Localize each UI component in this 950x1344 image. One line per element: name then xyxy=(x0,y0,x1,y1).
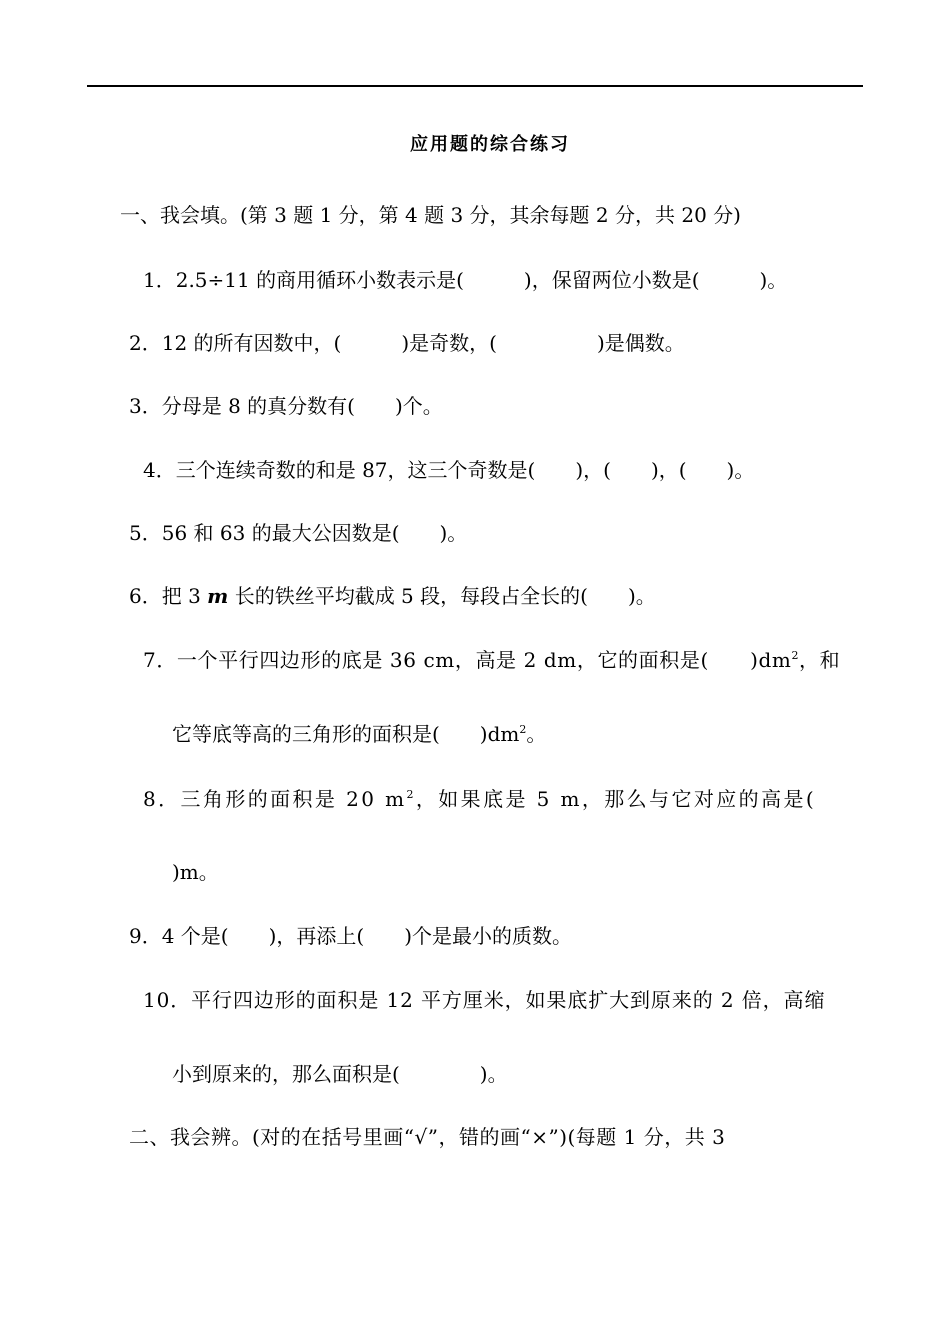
question-5: 5．56 和 63 的最大公因数是( )。 xyxy=(129,521,468,545)
question-10-line1: 10．平行四边形的面积是 12 平方厘米，如果底扩大到原来的 2 倍，高缩 xyxy=(143,988,826,1012)
question-8-superscript: 2 xyxy=(406,788,416,801)
question-8-line1 xyxy=(143,785,816,813)
question-7-text-d: 。 xyxy=(526,722,547,746)
question-6-text-b: 长的铁丝平均截成 5 段，每段占全长的( )。 xyxy=(228,584,656,608)
page-title: 应用题的综合练习 xyxy=(410,134,570,155)
question-6-text-a: 6．把 3 xyxy=(129,584,208,608)
question-7-superscript-1: 2 xyxy=(791,649,800,662)
question-7-line2 xyxy=(172,720,546,748)
question-9: 9．4 个是( )，再添上( )个是最小的质数。 xyxy=(129,924,573,948)
question-7-text-a: 7．一个平行四边形的底是 36 cm，高是 2 dm，它的面积是( )dm xyxy=(143,648,792,672)
top-rule xyxy=(87,85,863,87)
question-10-line2: 小到原来的，那么面积是( )。 xyxy=(172,1062,508,1086)
question-3: 3．分母是 8 的真分数有( )个。 xyxy=(129,394,443,418)
question-6-unit: m xyxy=(207,584,229,608)
section1-heading: 一、我会填。(第 3 题 1 分，第 4 题 3 分，其余每题 2 分，共 20 分) xyxy=(120,203,741,227)
question-8-text-b: ，如果底是 5 m，那么与它对应的高是( xyxy=(415,787,817,811)
question-8-line2: )m。 xyxy=(172,860,219,884)
question-1: 1．2.5÷11 的商用循环小数表示是( )，保留两位小数是( )。 xyxy=(143,268,788,292)
question-2: 2．12 的所有因数中，( )是奇数，( )是偶数。 xyxy=(129,331,685,355)
section2-heading: 二、我会辨。(对的在括号里画“√”，错的画“×”)(每题 1 分，共 3 xyxy=(129,1125,726,1149)
question-8-text-a: 8．三角形的面积是 20 m xyxy=(143,787,407,811)
question-7-superscript-2: 2 xyxy=(519,723,527,736)
question-4: 4．三个连续奇数的和是 87，这三个奇数是( )，( )，( )。 xyxy=(143,458,755,482)
question-7-text-b: ，和 xyxy=(799,648,841,672)
question-6 xyxy=(129,582,656,610)
question-7-line1 xyxy=(143,646,840,674)
question-7-text-c: 它等底等高的三角形的面积是( )dm xyxy=(172,722,520,746)
